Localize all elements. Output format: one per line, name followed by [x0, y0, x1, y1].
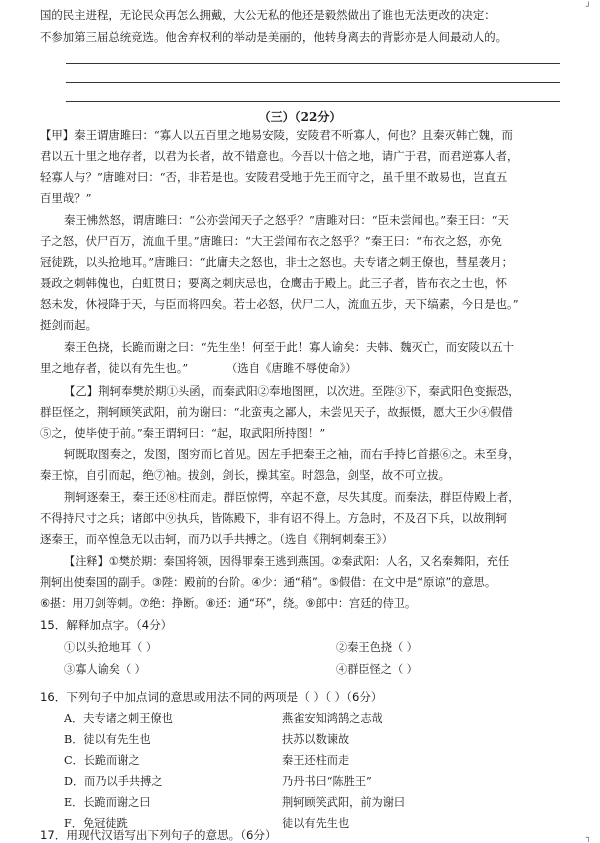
passage-jia-line [40, 361, 562, 376]
question-16-option-right: 扶苏以数谏故 [282, 733, 350, 746]
question-16-option-right: 荆轲顾笑武阳，前为谢曰 [282, 796, 406, 809]
passage-jia-line: 冠徒跣，以头抢地耳。”唐雎曰：“此庸夫之怒也，非士之怒也。夫专诸之刺王僚也，彗星袭月； [40, 255, 513, 269]
passage-yi-line: 秦王惊，自引而起，绝⑦袖。拔剑，剑长，操其室。时怨急，剑坚，故不可立拔。 [40, 468, 451, 482]
passage-jia-line: 轻寡人与？”唐雎对曰：“否，非若是也。安陵君受地于先王而守之，虽千里不敢易也，岂直五 [40, 170, 508, 184]
answer-line[interactable] [66, 63, 560, 64]
question-16-option-right: 燕雀安知鸿鹄之志哉 [282, 712, 383, 725]
answer-line[interactable] [66, 82, 560, 83]
question-16-stem: 16．下列句子中加点词的意思或用法不同的两项是（ ）（ ）（6分） [40, 690, 383, 704]
question-16-option-left: C．长跪而谢之 [64, 754, 140, 767]
question-16-option-left: A．夫专诸之刺王僚也 [64, 712, 173, 725]
passage-yi-line: 轲既取图奏之，发图，图穷而匕首见。因左手把秦王之袖，而右手持匕首揕⑥之。未至身， [64, 447, 520, 461]
corner-mark-icon: ┐ [586, 833, 591, 842]
prev-passage-line: 国的民主进程，无论民众再怎么拥戴，大公无私的他还是毅然做出了谁也无法更改的决定： [40, 8, 496, 22]
question-16-option-left: D．而乃以手共搏之 [64, 775, 163, 788]
passage-jia-line: 秦王怫然怒，谓唐雎曰：“公亦尝闻天子之怒乎？”唐雎对曰：“臣未尝闻也。”秦王曰：“天 [64, 213, 509, 227]
section-title: （三）（22分） [258, 110, 342, 124]
question-15-stem: 15．解释加点字。（4分） [40, 618, 173, 632]
passage-yi-line: 群臣怪之，荆轲顾笑武阳，前为谢曰：“北蛮夷之鄙人，未尝见天子，故振慑，愿大王少④假借 [40, 405, 513, 419]
question-16-option-left: F．免冠徒跣 [64, 817, 128, 830]
passage-jia-line: 聂政之刺韩傀也，白虹贯日；要离之刺庆忌也，仓鹰击于殿上。此三子者，皆布衣之士也，怀 [40, 276, 508, 290]
prev-passage-line: 不参加第三届总统竞选。他舍弃权利的举动是美丽的，他转身离去的背影亦是人间最动人的。 [40, 30, 508, 44]
notes-line: 【注释】①樊於期：秦国将领，因得罪秦王逃到燕国。②秦武阳：人名，又名秦舞阳，充任 [64, 555, 510, 568]
passage-jia-line: 【甲】秦王谓唐雎曰：“寡人以五百里之地易安陵，安陵君不听寡人，何也？且秦灭韩亡魏，而 [40, 128, 513, 142]
question-16-option-left: E．长跪而谢之曰 [64, 796, 151, 809]
passage-jia-line-text: 里之地存者，徒以有先生也。” [40, 361, 189, 375]
notes-line: 荆轲出使秦国的副手。③陛：殿前的台阶。④少：通“稍”。⑤假借：在文中是“原谅”的意思。 [40, 576, 497, 589]
notes-line: ⑥揕：用刀剑等刺。⑦绝：挣断。⑧还：通“环”，绕。⑨郎中：宫廷的侍卫。 [40, 597, 417, 610]
passage-yi-line: 不得持尺寸之兵；诸郎中⑨执兵，皆陈殿下，非有诏不得上。方急时，不及召下兵，以故荆轲 [40, 511, 508, 525]
question-16-option-right: 秦王还柱而走 [282, 754, 350, 767]
question-15-item[interactable]: ④群臣怪之（ ） [336, 663, 418, 676]
question-15-item[interactable]: ③寡人谕矣（ ） [64, 663, 146, 676]
passage-jia-line: 挺剑而起。 [40, 318, 97, 332]
passage-yi-line: 逐秦王，而卒惶急无以击轲，而乃以手共搏之。（选自《荆轲刺秦王》） [40, 532, 394, 546]
question-15-item[interactable]: ①以头抢地耳（ ） [64, 641, 158, 654]
question-15-item[interactable]: ②秦王色挠（ ） [336, 641, 418, 654]
question-17-stem: 17．用现代汉语写出下列句子的意思。（6分） [40, 828, 277, 842]
passage-yi-line: 【乙】荆轲奉樊於期①头函，而秦武阳②奉地图匣，以次进。至陛③下，秦武阳色变振恐， [64, 384, 520, 398]
answer-line[interactable] [66, 101, 560, 102]
passage-jia-line: 秦王色挠，长跪而谢之曰：“先生坐！何至于此！寡人谕矣：夫韩、魏灭亡，而安陵以五十 [64, 340, 515, 354]
passage-jia-line: 怒未发，休祲降于天，与臣而将四矣。若士必怒，伏尸二人，流血五步，天下缟素，今日是也。” [40, 297, 519, 311]
passage-jia-source: （选自《唐雎不辱使命》） [225, 361, 357, 375]
passage-jia-line: 子之怒，伏尸百万，流血千里。”唐雎曰：“大王尝闻布衣之怒乎？”秦王曰：“布衣之怒，亦免 [40, 234, 502, 248]
passage-jia-line: 百里哉？” [40, 191, 92, 205]
corner-mark-icon: ┘ [586, 2, 591, 11]
passage-yi-line: 荆轲逐秦王，秦王还⑧柱而走。群臣惊愕，卒起不意，尽失其度。而秦法，群臣侍殿上者， [64, 490, 520, 504]
passage-yi-line: ⑤之，使毕使于前。”秦王谓轲曰：“起，取武阳所持图！” [40, 426, 326, 440]
question-16-option-left: B．徒以有先生也 [64, 733, 151, 746]
passage-jia-line: 君以五十里之地存者，以君为长者，故不错意也。今吾以十倍之地，请广于君，而君逆寡人者， [40, 149, 519, 163]
question-16-option-right: 徒以有先生也 [282, 817, 350, 830]
question-16-option-right: 乃丹书曰“陈胜王” [282, 775, 372, 788]
